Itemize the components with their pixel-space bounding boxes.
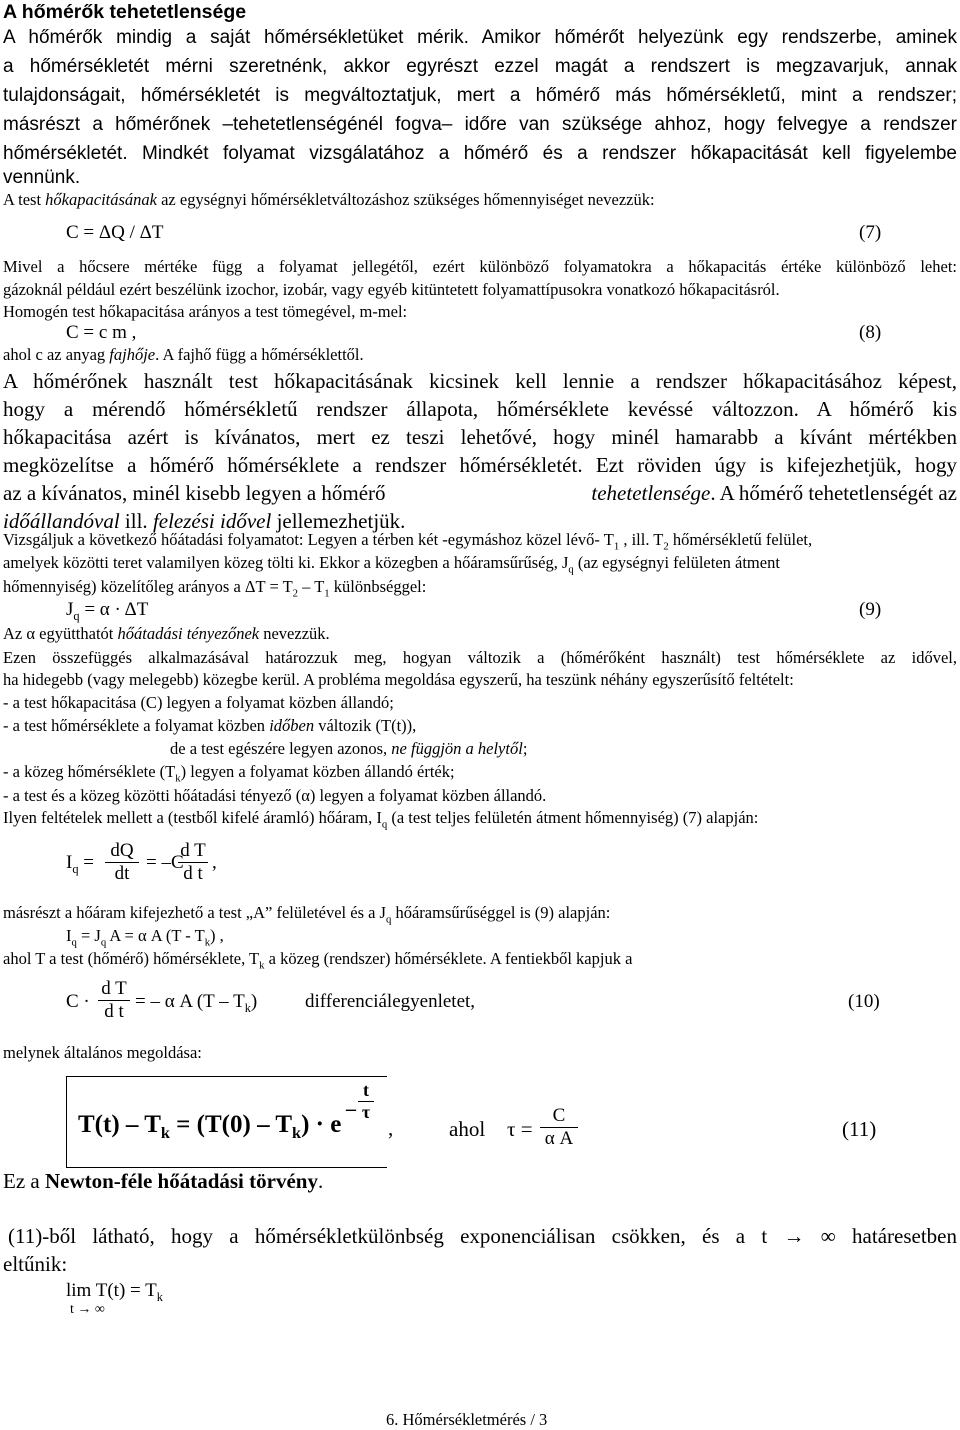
eq10-pre: C · bbox=[66, 991, 90, 1012]
limit-under: t → ∞ bbox=[70, 1302, 105, 1317]
eq11-formula: $T(t) - T_k = (T(0) - T_k) \cdot e$ bbox=[78, 1111, 342, 1142]
equation-10-number: (10) bbox=[848, 991, 880, 1012]
equation-8: C = c m , bbox=[66, 322, 137, 343]
eq-heatflow-mid: = –C bbox=[146, 852, 184, 873]
eq-heatflow-area: $I_q = J_q$ A = α A $(T - T_k)$ , bbox=[66, 926, 224, 949]
equation-9-number: (9) bbox=[859, 599, 882, 620]
equation-7-number: (7) bbox=[859, 222, 882, 243]
page-title: A hőmérők tehetetlensége bbox=[3, 1, 247, 23]
eq10-frac: $\frac{\text{d T}}{\text{d t}}$ bbox=[98, 978, 130, 1023]
intro-line-6: vennünk. bbox=[3, 167, 81, 188]
condition-3: - a közeg hőmérséklete $(T_k)$ legyen a folyamat közben állandó érték; bbox=[3, 762, 455, 785]
mivel-line-1: Mivel a hőcsere mértéke függ a folyamat jellegétől, ezért különböző folyamatokra a hőkapacitás értéke különböző lehet: bbox=[3, 257, 957, 276]
newton-line: Ez a Newton-féle hőátadási törvény. bbox=[3, 1169, 324, 1193]
equation-11-number: (11) bbox=[842, 1117, 877, 1141]
eq-heatflow-comma: , bbox=[212, 852, 217, 873]
vizsg-line-2: amelyek közötti teret valamilyen közeg tölti ki. Ekkor a közegben a hőáramsűrűség, $J_q$ (az egységnyi felületen átment bbox=[3, 553, 780, 576]
condition-2b: de a test egészére legyen azonos, ne függjön a helytől; bbox=[170, 739, 528, 758]
big-line-3: hőkapacitása azért is kívánatos, mert ez teszi lehetővé, hogy minél hamarabb a kívánt mértékben bbox=[3, 425, 957, 449]
eq11-ahol: ahol bbox=[449, 1117, 486, 1141]
vizsg-line-3: hőmennyiség) közelítőleg arányos a $\Delta T = T_2 - T_1$ különbséggel: bbox=[3, 577, 427, 600]
intro-line-4: másrészt a hőmérőnek –tehetetlenségénél fogva– időre van szüksége ahhoz, hogy felvegye a rendszer bbox=[3, 114, 957, 135]
intro-line-3: tulajdonságait, hőmérsékletét is megváltoztatjuk, mert a hőmérő más hőmérsékletű, mint a rendszer; bbox=[3, 85, 957, 106]
big-line-4: megközelítse a hőmérő hőmérséklete a rendszer hőmérsékletét. Ezt röviden úgy is kifejezhetjük, hogy bbox=[3, 453, 957, 477]
ahol-line: ahol T a test (hőmérő) hőmérséklete, $T_k$ a közeg (rendszer) hőmérséklete. A fentiekből kapjuk a bbox=[3, 949, 633, 972]
big-line-6: időállandóval ill. felezési idővel jellemezhetjük. bbox=[3, 509, 406, 533]
eq-heatflow-lhs: $I_q$ = bbox=[66, 852, 94, 876]
homogen-line: Homogén test hőkapacitása arányos a test tömegével, m-mel: bbox=[3, 302, 408, 321]
eq10-rhs: = – α A $(T - T_k)$ bbox=[135, 991, 258, 1015]
eq11-exponent: $\frac{t}{\tau}$ bbox=[358, 1080, 374, 1123]
intro-line-2: a hőmérsékletét mérni szeretnénk, akkor egyrészt ezzel magát a rendszert is megzavarjuk, annak bbox=[3, 56, 957, 77]
big-line-1: A hőmérőnek használt test hőkapacitásának kicsinek kell lennie a rendszer hőkapacitásához képest, bbox=[3, 369, 957, 393]
condition-4: - a test és a közeg közötti hőátadási tényező (α) legyen a folyamat közben állandó. bbox=[3, 786, 547, 805]
equation-9: $J_q = \alpha \cdot \Delta T$ bbox=[66, 599, 149, 623]
eq-heatflow-frac-1: $\frac{dQ}{dt}$ bbox=[105, 840, 139, 885]
condition-1: - a test hőkapacitása (C) legyen a folyamat közben állandó; bbox=[3, 693, 394, 712]
eq11-tau: τ = bbox=[507, 1117, 533, 1141]
eq10-word: differenciálegyenletet, bbox=[305, 991, 476, 1012]
last-line-1: (11)-ből látható, hogy a hőmérsékletkülönbség exponenciálisan csökken, és a t → ∞ határesetben bbox=[8, 1224, 957, 1248]
eq-heatflow-frac-2: $\frac{\text{d T}}{\text{d t}}$ bbox=[178, 840, 208, 885]
limit-expression: $\lim T(t) = T_k$ bbox=[66, 1280, 163, 1304]
big-line-5: az a kívánatos, minél kisebb legyen a hőmérő tehetetlensége. A hőmérő tehetetlenségét az bbox=[3, 481, 957, 505]
intro-line-5: hőmérsékletét. Mindkét folyamat vizsgálatához a hőmérő és a rendszer hőkapacitását kell figyelembe bbox=[3, 143, 957, 164]
mivel-line-2: gázoknál például ezért beszélünk izochor, izobár, vagy egyéb kitüntetett folyamattípusokra vonatkozó hőkapacitásról. bbox=[3, 280, 780, 299]
page-footer: 6. Hőmérsékletmérés / 3 bbox=[386, 1410, 548, 1429]
eq11-comma: , bbox=[388, 1116, 394, 1140]
equation-8-number: (8) bbox=[859, 322, 882, 343]
vizsg-line-1: Vizsgáljuk a következő hőátadási folyamatot: Legyen a térben két -egymáshoz közel lévő- $T_1$ , ill. $T_2$ hőmérsékletű felület, bbox=[3, 530, 813, 553]
condition-2: - a test hőmérséklete a folyamat közben időben változik (T(t)), bbox=[3, 716, 417, 735]
eq11-tau-frac: $\frac{C}{\text{α A}}$ bbox=[540, 1105, 578, 1150]
fajho-line: ahol c az anyag fajhője. A fajhő függ a hőmérséklettől. bbox=[3, 345, 364, 364]
masreszt-line: másrészt a hőáram kifejezhető a test „A” felületével és a $J_q$ hőáramsűrűséggel is (9) alapján: bbox=[3, 903, 611, 926]
eq11-exp-minus: – bbox=[346, 1098, 356, 1120]
equation-7: C = ΔQ / ΔT bbox=[66, 222, 164, 243]
melynek-line: melynek általános megoldása: bbox=[3, 1043, 202, 1062]
alpha-line: Az α együtthatót hőátadási tényezőnek nevezzük. bbox=[3, 624, 330, 643]
heat-capacity-definition: A test hőkapacitásának az egységnyi hőmérsékletváltozáshoz szükséges hőmennyiséget nevezzük: bbox=[3, 190, 655, 209]
intro-line-1: A hőmérők mindig a saját hőmérsékletüket mérik. Amikor hőmérőt helyezünk egy rendszerbe, aminek bbox=[3, 27, 957, 48]
ilyen-line: Ilyen feltételek mellett a (testből kifelé áramló) hőáram, $I_q$ (a test teljes felületén átment hőmennyiség) (7) alapján: bbox=[3, 808, 759, 831]
ezen-line-2: ha hidegebb (vagy melegebb) közegbe kerül. A probléma megoldása egyszerű, ha teszünk néhány egyszerűsítő feltételt: bbox=[3, 670, 794, 689]
last-line-2: eltűnik: bbox=[3, 1252, 68, 1276]
big-line-2: hogy a mérendő hőmérsékletű rendszer állapota, hőmérséklete kevéssé változzon. A hőmérő kis bbox=[3, 397, 957, 421]
ezen-line-1: Ezen összefüggés alkalmazásával határozzuk meg, hogyan változik a (hőmérőként használt) test hőmérséklete az idővel, bbox=[3, 648, 957, 667]
